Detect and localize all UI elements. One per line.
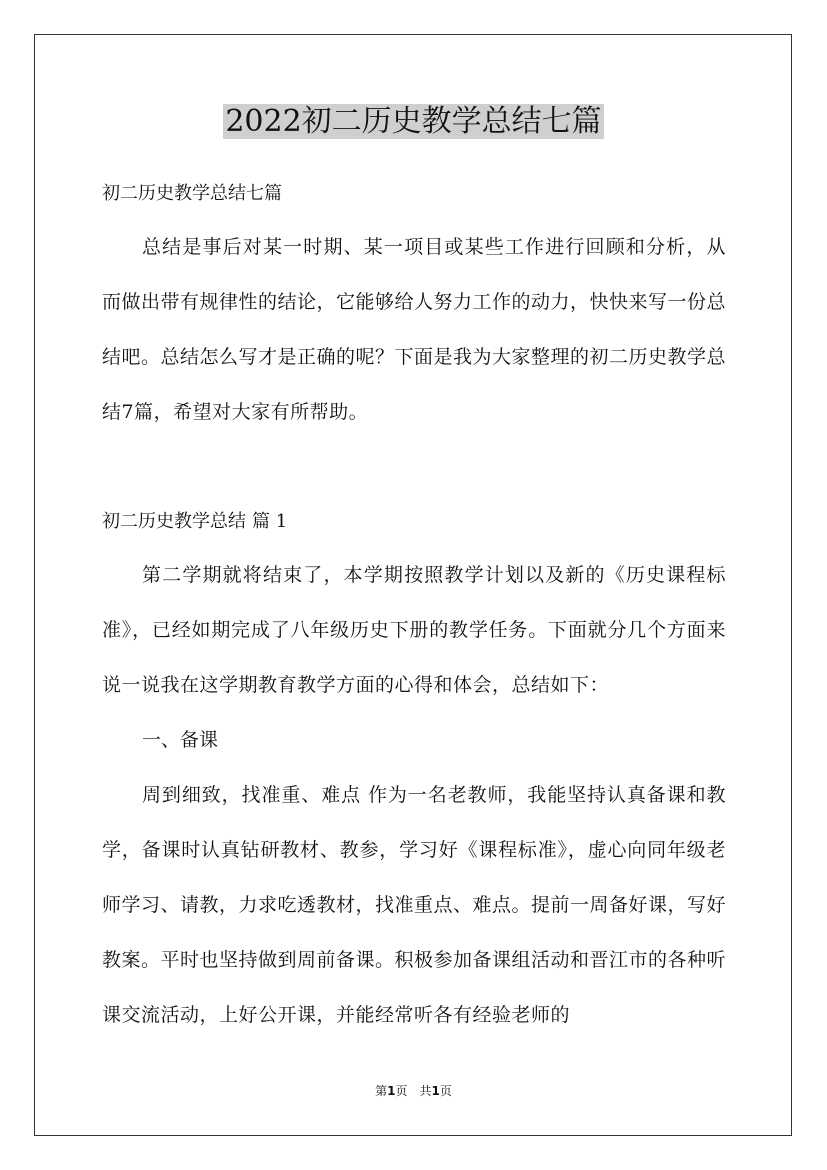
footer-suffix: 页	[439, 1084, 452, 1098]
footer-page-total: 1	[431, 1084, 440, 1098]
intro-paragraph: 总结是事后对某一时期、某一项目或某些工作进行回顾和分析，从而做出带有规律性的结论，它能够给人努力工作的动力，快快来写一份总结吧。总结怎么写才是正确的呢？下面是我为大家整理的初二历史教学总结7篇，希望对大家有所帮助。	[102, 236, 727, 423]
footer-prefix: 第	[375, 1084, 388, 1098]
section-paragraph: 第二学期就将结束了，本学期按照教学计划以及新的《历史课程标准》，已经如期完成了八年级历史下册的教学任务。下面就分几个方面来说一说我在这学期教育教学方面的心得和体会，总结如下：	[102, 564, 726, 696]
section-heading	[102, 500, 726, 544]
footer-page-current: 1	[387, 1084, 396, 1098]
item-heading: 一、备课	[142, 729, 219, 751]
page-footer	[0, 1082, 827, 1099]
section-number: 篇 1	[252, 511, 288, 532]
footer-mid: 页 共	[395, 1084, 432, 1098]
document-body	[102, 172, 726, 1043]
item-paragraph: 周到细致，找准重、难点 作为一名老教师，我能坚持认真备课和教学，备课时认真钻研教材、教参，学习好《课程标准》，虚心向同年级老师学习、请教，力求吃透教材，找准重点、难点。提前一周备好课，写好教案。平时也坚持做到周前备课。积极参加备课组活动和晋江市的各种听课交流活动，上好公开课，并能经常听各有经验老师的	[102, 784, 727, 1026]
document-subtitle: 初二历史教学总结七篇	[102, 183, 282, 204]
document-title	[0, 100, 827, 144]
document-title-text: 2022初二历史教学总结七篇	[225, 104, 602, 139]
section-title-text: 初二历史教学总结	[102, 511, 246, 532]
